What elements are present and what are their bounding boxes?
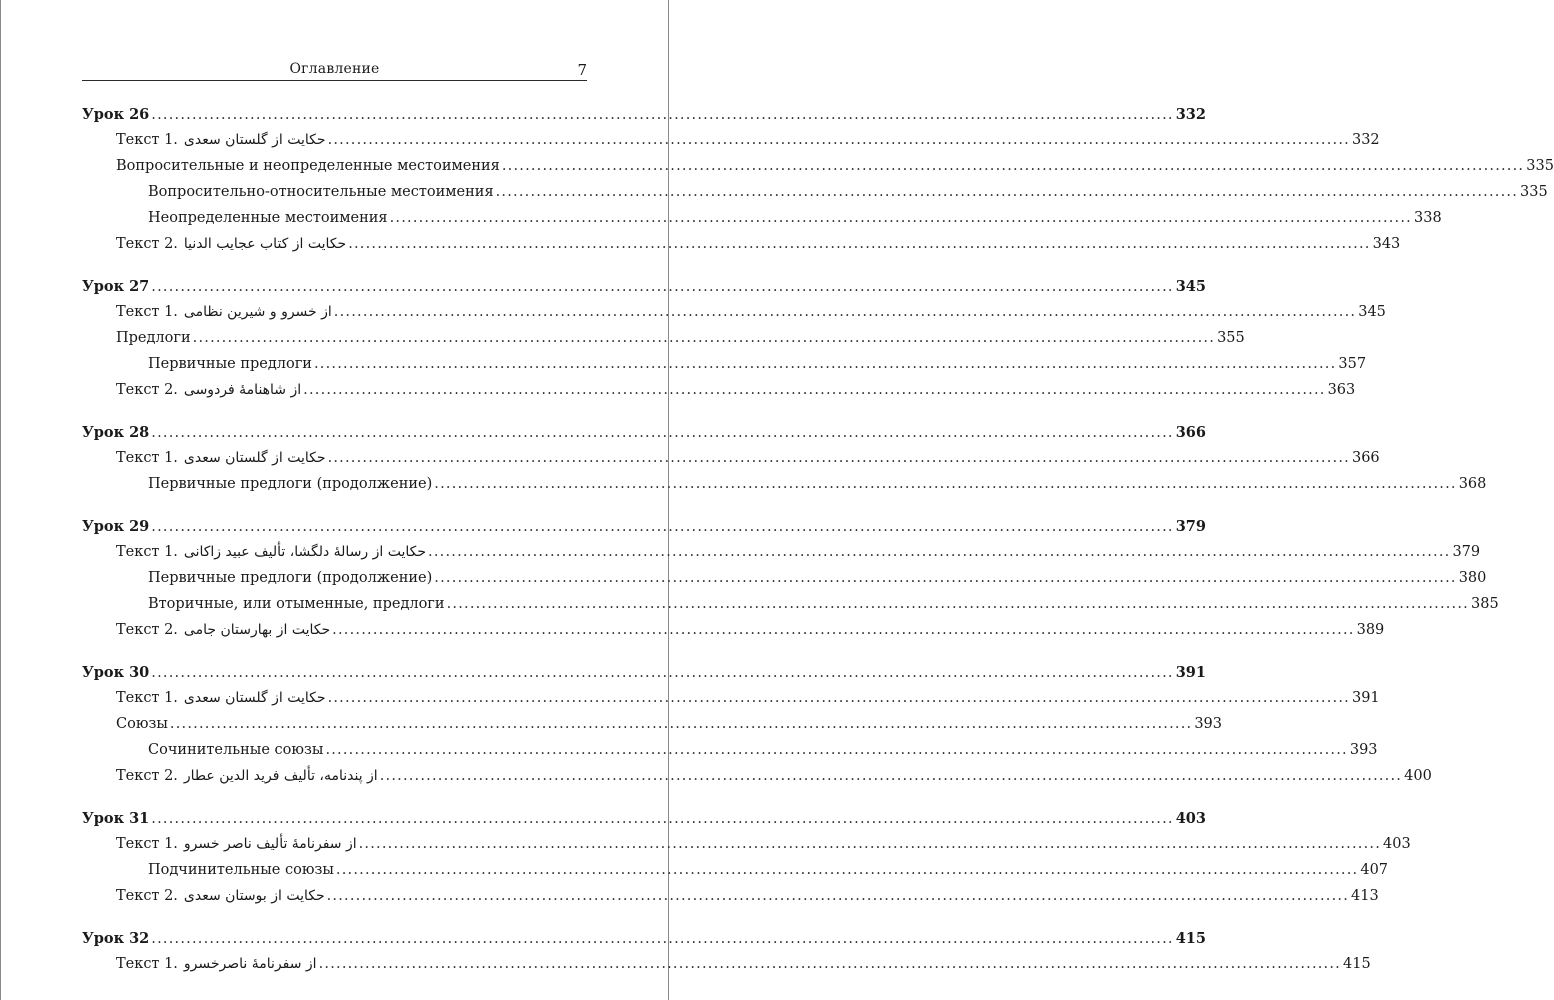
- toc-entry-row[interactable]: [82, 356, 1367, 382]
- text-number-label: Текст 1.: [116, 132, 178, 148]
- text-number-label: Текст 2.: [116, 236, 178, 252]
- dot-leader: [428, 544, 1450, 560]
- dot-leader: [380, 768, 1402, 784]
- toc-entry-row[interactable]: [82, 304, 1386, 330]
- toc-section: [82, 664, 1432, 794]
- dot-leader: [328, 690, 1350, 706]
- entry-page-number: 338: [1414, 210, 1442, 226]
- lesson-title: Урок 28: [82, 424, 150, 441]
- text-number-label: Текст 2.: [116, 768, 178, 784]
- entry-label: [116, 236, 346, 252]
- dot-leader: [434, 476, 1456, 492]
- entry-label: Подчинительные союзы: [148, 862, 334, 878]
- entry-label: [116, 544, 426, 560]
- dot-leader: [327, 888, 1349, 904]
- entry-label: [116, 768, 378, 784]
- entry-label: [116, 622, 330, 638]
- persian-title: حکایت از گلستان سعدی: [183, 690, 326, 706]
- dot-leader: [151, 107, 1173, 123]
- toc-entry-row[interactable]: [82, 158, 1554, 184]
- entry-label: Предлоги: [116, 330, 191, 346]
- toc-entry-row[interactable]: [82, 690, 1380, 716]
- toc-entry-row[interactable]: [82, 330, 1245, 356]
- dot-leader: [359, 836, 1381, 852]
- text-number-label: Текст 1.: [116, 544, 178, 560]
- toc-lesson-row[interactable]: [82, 518, 1206, 544]
- dot-leader: [151, 665, 1173, 681]
- table-of-contents: [82, 106, 1554, 998]
- toc-entry-row[interactable]: [82, 476, 1487, 502]
- entry-page-number: 391: [1351, 690, 1380, 706]
- entry-page-number: 403: [1383, 836, 1411, 852]
- toc-section: [82, 106, 1554, 262]
- persian-title: حکایت از گلستان سعدی: [183, 450, 326, 466]
- toc-entry-row[interactable]: [82, 862, 1389, 888]
- dot-leader: [328, 132, 1350, 148]
- lesson-page-number: 332: [1175, 106, 1206, 123]
- entry-label: [116, 836, 357, 852]
- entry-page-number: 335: [1526, 158, 1554, 174]
- entry-page-number: 345: [1358, 304, 1386, 320]
- entry-label: Вторичные, или отыменные, предлоги: [148, 596, 445, 612]
- lesson-title: Урок 26: [82, 106, 150, 123]
- toc-section: [82, 518, 1499, 648]
- dot-leader: [334, 304, 1356, 320]
- entry-page-number: 400: [1404, 768, 1432, 784]
- lesson-page-number: 415: [1175, 930, 1206, 947]
- persian-title: از سفرنامهٔ تألیف ناصر خسرو: [183, 836, 357, 852]
- dot-leader: [151, 519, 1173, 535]
- entry-label: Сочинительные союзы: [148, 742, 324, 758]
- entry-label: [116, 382, 301, 398]
- entry-page-number: 332: [1351, 132, 1380, 148]
- entry-page-number: 393: [1194, 716, 1223, 732]
- persian-title: از پندنامه، تألیف فرید الدین عطار: [183, 768, 378, 784]
- dot-leader: [151, 425, 1173, 441]
- entry-page-number: 366: [1351, 450, 1380, 466]
- dot-leader: [319, 956, 1341, 972]
- entry-label: Вопросительно-относительные местоимения: [148, 184, 494, 200]
- dot-leader: [193, 330, 1215, 346]
- persian-title: حکایت از بوستان سعدی: [183, 888, 325, 904]
- toc-entry-row[interactable]: [82, 768, 1432, 794]
- toc-entry-row[interactable]: [82, 888, 1379, 914]
- toc-entry-row[interactable]: [82, 184, 1548, 210]
- toc-lesson-row[interactable]: [82, 930, 1206, 956]
- dot-leader: [170, 716, 1192, 732]
- text-number-label: Текст 2.: [116, 382, 178, 398]
- toc-entry-row[interactable]: [82, 132, 1380, 158]
- entry-page-number: 379: [1452, 544, 1481, 560]
- persian-title: حکایت از رسالهٔ دلگشا، تألیف عبید زاکانی: [183, 544, 427, 560]
- toc-lesson-row[interactable]: [82, 810, 1206, 836]
- running-title: Оглавление: [289, 61, 380, 77]
- persian-title: حکایت از گلستان سعدی: [183, 132, 326, 148]
- lesson-title: Урок 29: [82, 518, 150, 535]
- entry-page-number: 380: [1458, 570, 1487, 586]
- entry-label: Союзы: [116, 716, 168, 732]
- dot-leader: [348, 236, 1370, 252]
- entry-page-number: 357: [1338, 356, 1367, 372]
- persian-title: از شاهنامهٔ فردوسی: [183, 382, 302, 398]
- toc-lesson-row[interactable]: [82, 106, 1206, 132]
- toc-entry-row[interactable]: [82, 382, 1356, 408]
- dot-leader: [314, 356, 1336, 372]
- entry-page-number: 407: [1360, 862, 1389, 878]
- text-number-label: Текст 1.: [116, 690, 178, 706]
- entry-label: [116, 132, 326, 148]
- dot-leader: [496, 184, 1518, 200]
- dot-leader: [336, 862, 1358, 878]
- toc-section: [82, 278, 1386, 408]
- entry-label: Первичные предлоги (продолжение): [148, 476, 433, 492]
- toc-section: [82, 930, 1371, 982]
- toc-entry-row[interactable]: [82, 236, 1401, 262]
- dot-leader: [332, 622, 1354, 638]
- entry-page-number: 393: [1349, 742, 1378, 758]
- entry-page-number: 368: [1458, 476, 1487, 492]
- running-head: [82, 60, 587, 81]
- entry-page-number: 415: [1343, 956, 1371, 972]
- lesson-page-number: 345: [1175, 278, 1206, 295]
- toc-lesson-row[interactable]: [82, 664, 1206, 690]
- persian-title: حکایت از کتاب عجایب الدنیا: [183, 236, 347, 252]
- toc-lesson-row[interactable]: [82, 278, 1206, 304]
- toc-section: [82, 424, 1487, 502]
- entry-page-number: 355: [1217, 330, 1245, 346]
- persian-title: از خسرو و شیرین نظامی: [183, 304, 332, 320]
- toc-entry-row[interactable]: [82, 210, 1442, 236]
- dot-leader: [303, 382, 1325, 398]
- dot-leader: [325, 742, 1347, 758]
- entry-label: [116, 450, 326, 466]
- entry-label: Первичные предлоги: [148, 356, 312, 372]
- dot-leader: [151, 811, 1173, 827]
- entry-page-number: 363: [1327, 382, 1356, 398]
- entry-page-number: 335: [1520, 184, 1548, 200]
- page-number: 7: [577, 61, 587, 79]
- entry-label: Неопределенные местоимения: [148, 210, 388, 226]
- dot-leader: [502, 158, 1524, 174]
- toc-section: [82, 810, 1411, 914]
- persian-title: حکایت از بهارستان جامی: [183, 622, 331, 638]
- toc-entry-row[interactable]: [82, 836, 1411, 862]
- entry-label: Первичные предлоги (продолжение): [148, 570, 433, 586]
- entry-label: Вопросительные и неопределенные местоимения: [116, 158, 500, 174]
- toc-lesson-row[interactable]: [82, 424, 1206, 450]
- text-number-label: Текст 1.: [116, 304, 178, 320]
- entry-page-number: 343: [1372, 236, 1401, 252]
- dot-leader: [434, 570, 1456, 586]
- entry-label: [116, 304, 332, 320]
- toc-entry-row[interactable]: [82, 956, 1371, 982]
- dot-leader: [328, 450, 1350, 466]
- text-number-label: Текст 2.: [116, 622, 178, 638]
- dot-leader: [447, 596, 1469, 612]
- entry-page-number: 389: [1356, 622, 1385, 638]
- lesson-title: Урок 27: [82, 278, 150, 295]
- toc-entry-row[interactable]: [82, 622, 1385, 648]
- entry-label: [116, 690, 326, 706]
- toc-entry-row[interactable]: [82, 450, 1380, 476]
- lesson-title: Урок 32: [82, 930, 150, 947]
- toc-entry-row[interactable]: [82, 742, 1378, 768]
- dot-leader: [151, 931, 1173, 947]
- toc-entry-row[interactable]: [82, 596, 1499, 622]
- toc-entry-row[interactable]: [82, 544, 1481, 570]
- lesson-page-number: 403: [1175, 810, 1206, 827]
- entry-page-number: 413: [1351, 888, 1379, 904]
- lesson-page-number: 366: [1175, 424, 1206, 441]
- lesson-title: Урок 30: [82, 664, 150, 681]
- entry-label: [116, 888, 325, 904]
- toc-entry-row[interactable]: [82, 716, 1223, 742]
- entry-page-number: 385: [1471, 596, 1499, 612]
- toc-entry-row[interactable]: [82, 570, 1487, 596]
- entry-label: [116, 956, 317, 972]
- text-number-label: Текст 1.: [116, 450, 178, 466]
- text-number-label: Текст 2.: [116, 888, 178, 904]
- text-number-label: Текст 1.: [116, 956, 178, 972]
- dot-leader: [151, 279, 1173, 295]
- dot-leader: [390, 210, 1412, 226]
- persian-title: از سفرنامهٔ ناصرخسرو: [183, 956, 317, 972]
- lesson-page-number: 379: [1175, 518, 1206, 535]
- text-number-label: Текст 1.: [116, 836, 178, 852]
- lesson-page-number: 391: [1175, 664, 1206, 681]
- lesson-title: Урок 31: [82, 810, 150, 827]
